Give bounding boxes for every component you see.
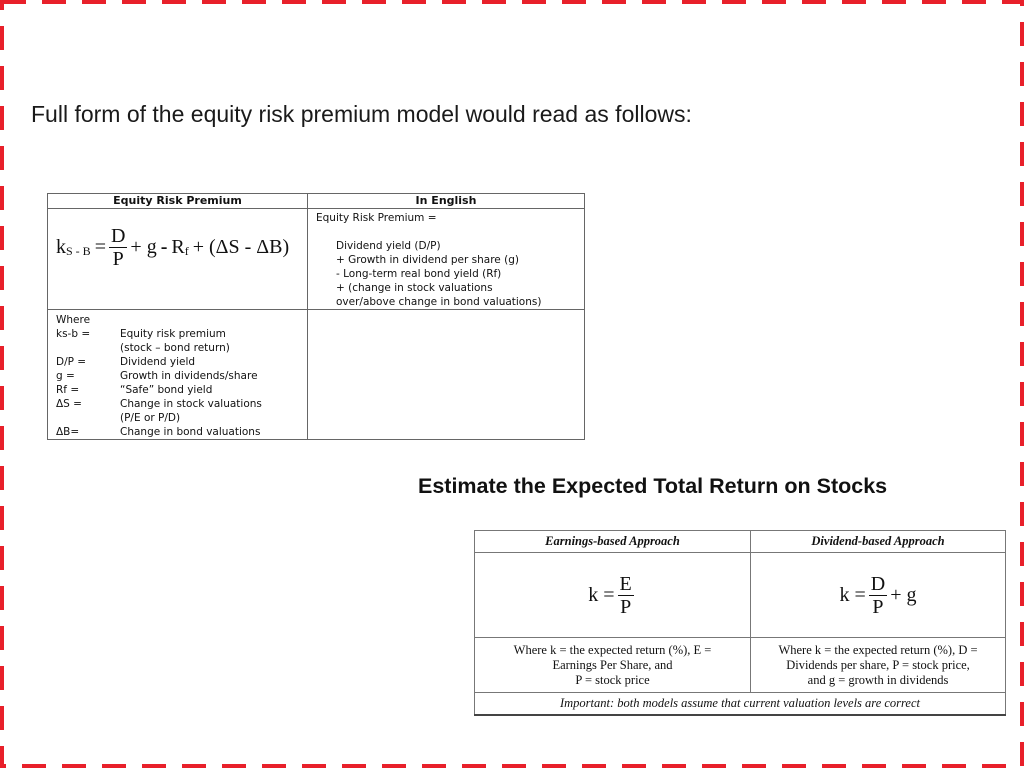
formula-plus-g: + g — [130, 236, 157, 258]
header-dividend-approach: Dividend-based Approach — [751, 531, 1006, 553]
dividend-description — [751, 638, 1006, 693]
earnings-formula-cell — [475, 553, 751, 638]
erp-formula — [56, 225, 289, 270]
dividend-formula-cell — [751, 553, 1006, 638]
formula-fraction — [109, 225, 127, 270]
definition-row — [56, 411, 307, 425]
formula-rf: R — [171, 236, 185, 258]
definition-symbol: g = — [56, 370, 75, 382]
english-line: Equity Risk Premium = — [316, 212, 437, 224]
empty-cell — [308, 310, 585, 440]
definition-text: Change in bond valuations — [120, 426, 261, 438]
definition-row — [56, 355, 307, 369]
formula-minus: - — [160, 236, 168, 258]
formula-num: E — [619, 572, 632, 595]
important-note: Important: both models assume that current valuation levels are correct — [475, 693, 1006, 716]
english-line: + (change in stock valuations — [336, 282, 493, 294]
where-label: Where — [56, 314, 91, 326]
intro-text: Full form of the equity risk premium model would read as follows: — [31, 101, 692, 127]
definition-text: Growth in dividends/share — [120, 370, 258, 382]
english-spacer — [316, 225, 584, 239]
formula-tail: + g — [890, 583, 917, 606]
section-heading: Estimate the Expected Total Return on Stocks — [418, 474, 888, 498]
definition-row — [56, 397, 307, 411]
english-line: Dividend yield (D/P) — [336, 240, 441, 252]
definition-symbol: Rf = — [56, 384, 80, 396]
earnings-description — [475, 638, 751, 693]
formula-rf-sub: f — [184, 244, 189, 258]
formula-den: P — [872, 595, 884, 618]
definition-symbol: ΔS = — [56, 398, 82, 410]
description-line: Earnings Per Share, and — [552, 657, 673, 672]
description-line: P = stock price — [575, 672, 650, 687]
formula-lhs: k = — [588, 583, 615, 606]
definition-text: “Safe” bond yield — [120, 384, 213, 396]
erp-formula-cell — [48, 209, 308, 310]
definition-symbol — [56, 411, 120, 425]
formula-tail: + (ΔS - ΔB) — [192, 236, 290, 258]
english-cell — [308, 209, 585, 310]
dividend-formula — [839, 573, 916, 618]
definition-row — [56, 369, 307, 383]
definition-symbol: ΔB= — [56, 426, 80, 438]
formula-fraction — [618, 573, 634, 618]
description-line: Where k = the expected return (%), D = — [778, 642, 978, 657]
description-line: Dividends per share, P = stock price, — [786, 657, 970, 672]
formula-k-sub: S - B — [66, 244, 91, 258]
header-in-english: In English — [308, 194, 585, 209]
definition-text: Equity risk premium — [120, 328, 226, 340]
english-line: + Growth in dividend per share (g) — [336, 254, 519, 266]
definition-text: Change in stock valuations — [120, 398, 262, 410]
definition-symbol: D/P = — [56, 356, 87, 368]
definition-row — [56, 327, 307, 341]
formula-eq: = — [94, 236, 106, 258]
definition-text: (P/E or P/D) — [120, 412, 181, 424]
formula-num: D — [870, 572, 886, 595]
description-line: and g = growth in dividends — [807, 672, 949, 687]
english-line: over/above change in bond valuations) — [336, 296, 542, 308]
expected-return-table — [474, 530, 1006, 716]
definition-text: (stock – bond return) — [120, 342, 230, 354]
definition-row — [56, 341, 307, 355]
english-line: - Long-term real bond yield (Rf) — [336, 268, 502, 280]
definitions-cell — [48, 310, 308, 440]
equity-risk-premium-table — [47, 193, 585, 440]
formula-lhs: k = — [839, 583, 866, 606]
header-earnings-approach: Earnings-based Approach — [475, 531, 751, 553]
description-line: Where k = the expected return (%), E = — [513, 642, 712, 657]
definition-symbol: ks-b = — [56, 328, 91, 340]
formula-k: k — [56, 236, 66, 258]
formula-fraction — [869, 573, 887, 618]
header-equity-risk-premium: Equity Risk Premium — [48, 194, 308, 209]
definition-symbol — [56, 341, 120, 355]
definition-text: Dividend yield — [120, 356, 196, 368]
formula-num: D — [110, 225, 126, 247]
definition-row — [56, 425, 307, 439]
earnings-formula — [588, 573, 637, 618]
definition-row — [56, 383, 307, 397]
formula-den: P — [112, 248, 124, 270]
formula-den: P — [620, 595, 632, 618]
